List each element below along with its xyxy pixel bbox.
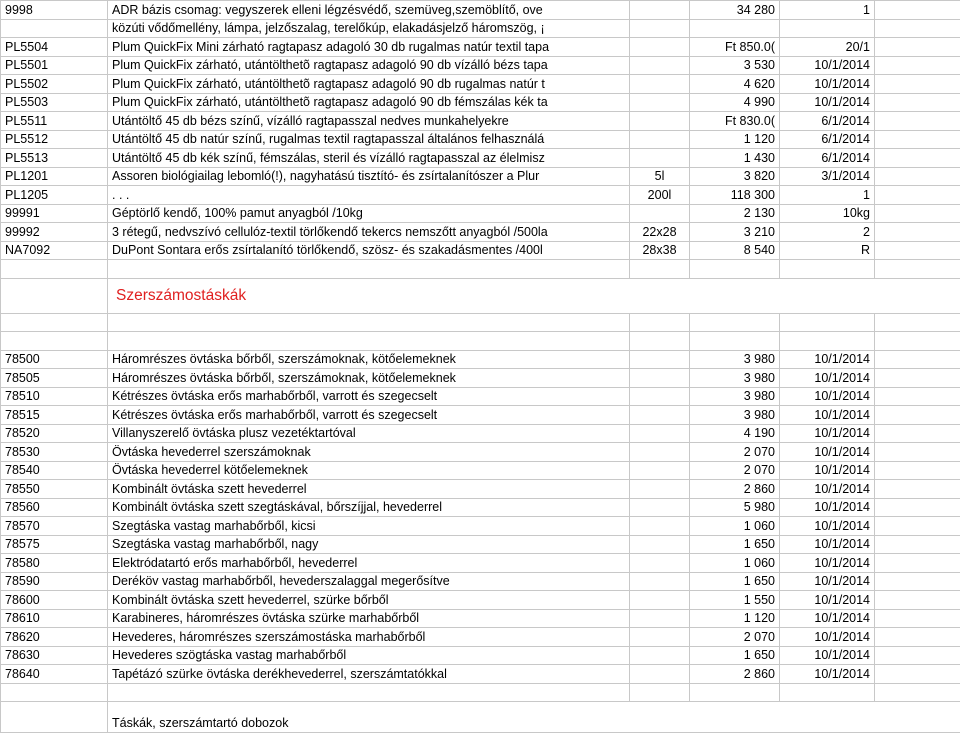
description-cell[interactable]: . . . [108, 186, 630, 205]
price-cell[interactable]: Ft 830.0( [690, 112, 780, 131]
table-row [1, 535, 960, 554]
table-row [1, 56, 960, 75]
description-cell[interactable]: Hevederes, háromrészes szerszámostáska marhabőrből [108, 628, 630, 647]
section-title: Szerszámostáskák [112, 287, 246, 304]
code-cell[interactable]: PL5503 [1, 93, 108, 112]
code-cell[interactable]: 78630 [1, 646, 108, 665]
empty-cell[interactable] [875, 112, 960, 131]
table-row [1, 350, 960, 369]
price-cell[interactable]: 3 980 [690, 406, 780, 425]
price-cell[interactable]: 118 300 [690, 186, 780, 205]
price-cell[interactable]: 4 620 [690, 75, 780, 94]
description-cell[interactable]: Utántöltő 45 db bézs színű, vízálló ragtapasszal nedves munkahelyekre [108, 112, 630, 131]
code-cell[interactable]: 78550 [1, 480, 108, 499]
date-cell[interactable]: 10/1/2014 [780, 93, 875, 112]
description-cell[interactable]: Elektródatartó erős marhabőrből, hevederrel [108, 554, 630, 573]
date-cell[interactable]: 1 [780, 1, 875, 20]
unit-cell[interactable] [630, 480, 690, 499]
unit-cell[interactable]: 5l [630, 167, 690, 186]
code-cell[interactable]: PL5504 [1, 38, 108, 57]
empty-cell[interactable] [875, 406, 960, 425]
empty-cell[interactable] [875, 369, 960, 388]
date-cell[interactable]: 10/1/2014 [780, 535, 875, 554]
empty-cell[interactable] [875, 424, 960, 443]
date-cell[interactable]: 10kg [780, 204, 875, 223]
date-cell[interactable]: 10/1/2014 [780, 517, 875, 536]
table-row [1, 1, 960, 20]
empty-cell[interactable] [1, 278, 108, 313]
code-cell[interactable]: 78540 [1, 461, 108, 480]
date-cell[interactable]: 10/1/2014 [780, 350, 875, 369]
date-cell[interactable]: 10/1/2014 [780, 387, 875, 406]
empty-cell[interactable] [875, 186, 960, 205]
table-row [1, 480, 960, 499]
price-cell[interactable]: 2 070 [690, 461, 780, 480]
unit-cell[interactable] [630, 1, 690, 20]
code-cell[interactable]: 78510 [1, 387, 108, 406]
table-row [1, 443, 960, 462]
price-cell[interactable]: 3 530 [690, 56, 780, 75]
date-cell[interactable]: 10/1/2014 [780, 591, 875, 610]
unit-cell[interactable] [630, 461, 690, 480]
table-row [1, 38, 960, 57]
section-title-cell[interactable] [108, 278, 960, 313]
empty-cell[interactable] [875, 167, 960, 186]
price-cell[interactable]: 3 980 [690, 387, 780, 406]
empty-cell[interactable] [875, 443, 960, 462]
date-cell[interactable] [780, 19, 875, 38]
date-cell[interactable]: 10/1/2014 [780, 554, 875, 573]
empty-cell[interactable] [875, 591, 960, 610]
empty-cell[interactable] [875, 75, 960, 94]
price-cell[interactable]: 2 130 [690, 204, 780, 223]
code-cell[interactable]: 78530 [1, 443, 108, 462]
table-row [1, 591, 960, 610]
unit-cell[interactable] [630, 646, 690, 665]
code-cell[interactable]: 78640 [1, 665, 108, 684]
date-cell[interactable]: 10/1/2014 [780, 406, 875, 425]
date-cell[interactable]: 10/1/2014 [780, 369, 875, 388]
table-row [1, 167, 960, 186]
unit-cell[interactable] [630, 93, 690, 112]
unit-cell[interactable] [630, 554, 690, 573]
unit-cell[interactable] [630, 591, 690, 610]
description-cell[interactable]: Kombinált övtáska szett hevederrel, szürke bőrből [108, 591, 630, 610]
table-row [1, 149, 960, 168]
table-row [1, 424, 960, 443]
empty-cell[interactable] [875, 38, 960, 57]
table-row [1, 112, 960, 131]
code-cell[interactable]: PL5501 [1, 56, 108, 75]
unit-cell[interactable] [630, 424, 690, 443]
unit-cell[interactable] [630, 204, 690, 223]
table-row [1, 204, 960, 223]
price-cell[interactable]: 4 190 [690, 424, 780, 443]
code-cell[interactable]: 78520 [1, 424, 108, 443]
date-cell[interactable]: 3/1/2014 [780, 167, 875, 186]
description-cell[interactable]: közúti vődőmellény, lámpa, jelzőszalag, terelőkúp, elakadásjelző háromszög, ¡ [108, 19, 630, 38]
unit-cell[interactable] [630, 112, 690, 131]
code-cell[interactable]: PL5511 [1, 112, 108, 131]
description-cell[interactable]: Háromrészes övtáska bőrből, szerszámoknak, kötőelemeknek [108, 369, 630, 388]
date-cell[interactable]: 10/1/2014 [780, 56, 875, 75]
code-cell[interactable] [1, 19, 108, 38]
table-row [1, 628, 960, 647]
empty-cell[interactable] [875, 350, 960, 369]
unit-cell[interactable] [630, 350, 690, 369]
date-cell[interactable]: 2 [780, 223, 875, 242]
empty-cell[interactable] [875, 56, 960, 75]
description-cell[interactable]: Plum QuickFix zárható, utántölthetõ ragtapasz adagoló 90 db rugalmas natúr t [108, 75, 630, 94]
empty-cell[interactable] [875, 387, 960, 406]
unit-cell[interactable] [630, 406, 690, 425]
description-cell[interactable]: Plum QuickFix Mini zárható ragtapasz adagoló 30 db rugalmas natúr textil tapa [108, 38, 630, 57]
price-cell[interactable] [690, 19, 780, 38]
code-cell[interactable]: 99992 [1, 223, 108, 242]
empty-cell[interactable] [875, 223, 960, 242]
unit-cell[interactable] [630, 130, 690, 149]
date-cell[interactable]: 10/1/2014 [780, 572, 875, 591]
date-cell[interactable]: 10/1/2014 [780, 498, 875, 517]
top-rows [1, 1, 960, 260]
price-cell[interactable]: 1 430 [690, 149, 780, 168]
code-cell[interactable]: 78620 [1, 628, 108, 647]
code-cell[interactable]: 78560 [1, 498, 108, 517]
unit-cell[interactable] [630, 19, 690, 38]
empty-cell[interactable] [875, 93, 960, 112]
date-cell[interactable]: 10/1/2014 [780, 628, 875, 647]
price-cell[interactable]: 5 980 [690, 498, 780, 517]
price-cell[interactable]: 1 060 [690, 517, 780, 536]
code-cell[interactable]: PL5512 [1, 130, 108, 149]
unit-cell[interactable] [630, 628, 690, 647]
empty-cell[interactable] [875, 461, 960, 480]
description-cell[interactable]: Géptörlő kendő, 100% pamut anyagból /10kg [108, 204, 630, 223]
price-cell[interactable]: 1 550 [690, 591, 780, 610]
price-cell[interactable]: 2 070 [690, 443, 780, 462]
description-cell[interactable]: Háromrészes övtáska bőrből, szerszámoknak, kötőelemeknek [108, 350, 630, 369]
code-cell[interactable]: 78580 [1, 554, 108, 573]
unit-cell[interactable] [630, 38, 690, 57]
description-cell[interactable]: Övtáska hevederrel kötőelemeknek [108, 461, 630, 480]
code-cell[interactable]: 78600 [1, 591, 108, 610]
date-cell[interactable]: 10/1/2014 [780, 424, 875, 443]
description-cell[interactable]: DuPont Sontara erős zsírtalanító törlőkendő, szösz- és szakadásmentes /400l [108, 241, 630, 260]
code-cell[interactable]: 78590 [1, 572, 108, 591]
unit-cell[interactable] [630, 149, 690, 168]
unit-cell[interactable] [630, 369, 690, 388]
description-cell[interactable]: Plum QuickFix zárható, utántölthetõ ragtapasz adagoló 90 db vízálló bézs tapa [108, 56, 630, 75]
price-cell[interactable]: 4 990 [690, 93, 780, 112]
code-cell[interactable]: 78575 [1, 535, 108, 554]
empty-cell[interactable] [875, 554, 960, 573]
table-row [1, 609, 960, 628]
description-cell[interactable]: Kétrészes övtáska erős marhabőrből, varrott és szegecselt [108, 406, 630, 425]
spacer-rows [1, 260, 960, 351]
unit-cell[interactable] [630, 517, 690, 536]
code-cell[interactable]: 9998 [1, 1, 108, 20]
unit-cell[interactable]: 22x28 [630, 223, 690, 242]
footer-rows [1, 683, 960, 733]
unit-cell[interactable]: 28x38 [630, 241, 690, 260]
code-cell[interactable]: PL5502 [1, 75, 108, 94]
date-cell[interactable]: 10/1/2014 [780, 609, 875, 628]
empty-cell[interactable] [875, 646, 960, 665]
price-cell[interactable]: 1 650 [690, 535, 780, 554]
date-cell[interactable]: 10/1/2014 [780, 646, 875, 665]
unit-cell[interactable] [630, 609, 690, 628]
subsection-title: Táskák, szerszámtartó dobozok [112, 716, 288, 730]
price-cell[interactable]: 3 820 [690, 167, 780, 186]
code-cell[interactable]: PL5513 [1, 149, 108, 168]
table-row [1, 223, 960, 242]
date-cell[interactable]: 10/1/2014 [780, 665, 875, 684]
table-row [1, 461, 960, 480]
description-cell[interactable]: Assoren biológiailag lebomló(!), nagyhatású tisztító- és zsírtalanítószer a Plur [108, 167, 630, 186]
table-row [1, 406, 960, 425]
table-row [1, 572, 960, 591]
empty-cell[interactable] [875, 517, 960, 536]
price-cell[interactable]: 3 980 [690, 350, 780, 369]
empty-cell[interactable] [875, 535, 960, 554]
date-cell[interactable]: 10/1/2014 [780, 480, 875, 499]
date-cell[interactable]: 6/1/2014 [780, 130, 875, 149]
description-cell[interactable]: Utántöltő 45 db natúr színű, rugalmas textil ragtapasszal általános felhasználá [108, 130, 630, 149]
description-cell[interactable]: Villanyszerelő övtáska plusz vezetéktartóval [108, 424, 630, 443]
description-cell[interactable]: 3 rétegű, nedvszívó cellulóz-textil törlőkendő tekercs nemszőtt anyagból /500la [108, 223, 630, 242]
unit-cell[interactable] [630, 443, 690, 462]
code-cell[interactable]: 78570 [1, 517, 108, 536]
empty-cell[interactable] [875, 498, 960, 517]
unit-cell[interactable] [630, 56, 690, 75]
code-cell[interactable]: 78500 [1, 350, 108, 369]
table-row [1, 369, 960, 388]
code-cell[interactable]: 78505 [1, 369, 108, 388]
empty-cell[interactable] [875, 1, 960, 20]
date-cell[interactable]: 20/1 [780, 38, 875, 57]
table-row [1, 241, 960, 260]
description-cell[interactable]: Kétrészes övtáska erős marhabőrből, varrott és szegecselt [108, 387, 630, 406]
date-cell[interactable]: 10/1/2014 [780, 443, 875, 462]
empty-cell[interactable] [875, 609, 960, 628]
table-row [1, 186, 960, 205]
table-row [1, 498, 960, 517]
empty-cell[interactable] [875, 19, 960, 38]
description-cell[interactable]: Kombinált övtáska szett hevederrel [108, 480, 630, 499]
description-cell[interactable]: Hevederes szögtáska vastag marhabőrből [108, 646, 630, 665]
description-cell[interactable]: Övtáska hevederrel szerszámoknak [108, 443, 630, 462]
empty-cell[interactable] [875, 572, 960, 591]
price-cell[interactable]: 34 280 [690, 1, 780, 20]
empty-cell[interactable] [875, 480, 960, 499]
price-cell[interactable]: 1 060 [690, 554, 780, 573]
table-row [1, 387, 960, 406]
unit-cell[interactable] [630, 572, 690, 591]
unit-cell[interactable] [630, 535, 690, 554]
price-cell[interactable]: 3 980 [690, 369, 780, 388]
price-cell[interactable]: 1 120 [690, 609, 780, 628]
price-cell[interactable]: 3 210 [690, 223, 780, 242]
description-cell[interactable]: Szegtáska vastag marhabőrből, nagy [108, 535, 630, 554]
price-cell[interactable]: 2 070 [690, 628, 780, 647]
subsection-title-cell[interactable] [108, 702, 960, 733]
table-row [1, 93, 960, 112]
price-cell[interactable]: 8 540 [690, 241, 780, 260]
empty-cell[interactable] [875, 204, 960, 223]
description-cell[interactable]: Plum QuickFix zárható, utántölthetõ ragtapasz adagoló 90 db fémszálas kék ta [108, 93, 630, 112]
empty-cell[interactable] [875, 628, 960, 647]
table-row [1, 554, 960, 573]
code-cell[interactable]: PL1205 [1, 186, 108, 205]
table-row [1, 517, 960, 536]
description-cell[interactable]: Utántöltő 45 db kék színű, fémszálas, steril és vízálló ragtapasszal az élelmisz [108, 149, 630, 168]
tool-rows [1, 350, 960, 683]
table-row [1, 646, 960, 665]
table-row [1, 19, 960, 38]
date-cell[interactable]: 10/1/2014 [780, 75, 875, 94]
empty-cell[interactable] [875, 149, 960, 168]
date-cell[interactable]: 6/1/2014 [780, 112, 875, 131]
description-cell[interactable]: Karabineres, háromrészes övtáska szürke marhabőrből [108, 609, 630, 628]
description-cell[interactable]: ADR bázis csomag: vegyszerek elleni légzésvédő, szemüveg,szemöblítő, ove [108, 1, 630, 20]
price-cell[interactable]: 1 650 [690, 646, 780, 665]
description-cell[interactable]: Kombinált övtáska szett szegtáskával, bőrszíjjal, hevederrel [108, 498, 630, 517]
price-cell[interactable]: 1 120 [690, 130, 780, 149]
empty-cell[interactable] [875, 241, 960, 260]
description-cell[interactable]: Deréköv vastag marhabőrből, hevederszalaggal megerősítve [108, 572, 630, 591]
unit-cell[interactable] [630, 387, 690, 406]
date-cell[interactable]: R [780, 241, 875, 260]
table-row [1, 75, 960, 94]
table-row [1, 665, 960, 684]
price-cell[interactable]: Ft 850.0( [690, 38, 780, 57]
date-cell[interactable]: 1 [780, 186, 875, 205]
description-cell[interactable]: Tapétázó szürke övtáska derékhevederrel, szerszámtatókkal [108, 665, 630, 684]
empty-cell[interactable] [875, 130, 960, 149]
code-cell[interactable]: 78610 [1, 609, 108, 628]
code-cell[interactable]: 78515 [1, 406, 108, 425]
code-cell[interactable]: NA7092 [1, 241, 108, 260]
code-cell[interactable]: PL1201 [1, 167, 108, 186]
description-cell[interactable]: Szegtáska vastag marhabőrből, kicsi [108, 517, 630, 536]
table-row [1, 130, 960, 149]
price-cell[interactable]: 1 650 [690, 572, 780, 591]
unit-cell[interactable] [630, 75, 690, 94]
unit-cell[interactable] [630, 665, 690, 684]
code-cell[interactable]: 99991 [1, 204, 108, 223]
unit-cell[interactable] [630, 498, 690, 517]
date-cell[interactable]: 10/1/2014 [780, 461, 875, 480]
unit-cell[interactable]: 200l [630, 186, 690, 205]
empty-cell[interactable] [1, 260, 108, 279]
date-cell[interactable]: 6/1/2014 [780, 149, 875, 168]
price-cell[interactable]: 2 860 [690, 480, 780, 499]
empty-cell[interactable] [875, 665, 960, 684]
price-cell[interactable]: 2 860 [690, 665, 780, 684]
